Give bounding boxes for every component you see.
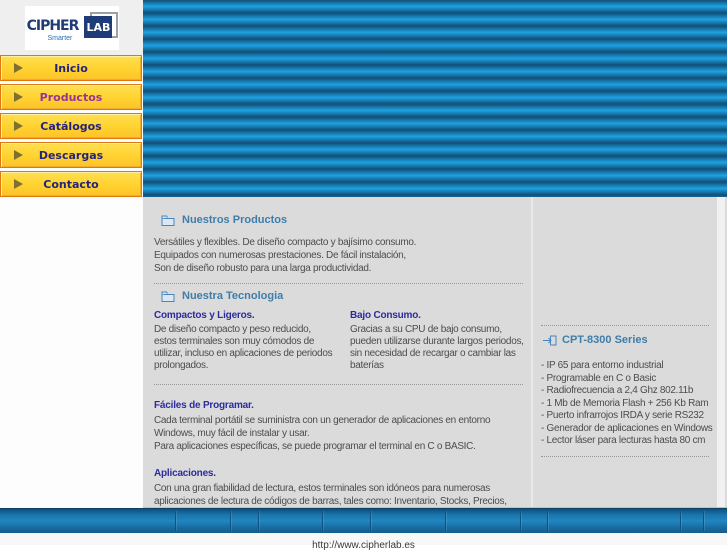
arrow-right-icon	[14, 63, 23, 73]
arrow-right-icon	[14, 92, 23, 102]
footer-segment-divider	[680, 511, 681, 531]
aside-title: CPT-8300 Series	[562, 334, 648, 346]
feature-item: - Lector láser para lecturas hasta 80 cm	[541, 435, 706, 446]
logo-lab-box	[84, 16, 112, 38]
nav-button-inicio[interactable]	[0, 55, 142, 81]
nav-label: Catálogos	[40, 119, 102, 133]
logo-lab-mark	[83, 12, 117, 40]
logo-wordmark	[27, 18, 79, 42]
feature-item: - Generador de aplicaciones en Windows	[541, 422, 713, 434]
nav-button-descargas[interactable]	[0, 142, 142, 168]
footer-segment-divider	[520, 511, 521, 531]
feature-item: - Radiofrecuencia a 2,4 Ghz 802.11b	[541, 385, 694, 396]
folder-icon	[161, 291, 175, 302]
footer-segment-divider	[230, 511, 231, 531]
arrow-right-icon	[14, 121, 23, 131]
tech-column-right	[350, 310, 530, 372]
dotted-separator	[541, 325, 709, 326]
nav-button-contacto[interactable]	[0, 171, 142, 197]
applications-heading: Aplicaciones.	[154, 468, 216, 479]
footer-bar	[0, 508, 727, 533]
tech-text: Gracias a su CPU de bajo consumo, pueden utilizarse durante largos periodos, sin necesidad de recargar o cambiar las baterías	[350, 324, 524, 371]
tech-text: De diseño compacto y peso reducido, estos terminales son muy cómodos de utilizar, incluso en aplicaciones de periodos prolongados.	[154, 324, 333, 371]
feature-item: - 1 Mb de Memoria Flash + 256 Kb Ram	[541, 397, 709, 409]
applications-text: Con una gran fiabilidad de lectura, estos terminales son idóneos para numerosas aplicaciones de lectura de códigos de barras, tales como: Inventario, Stocks, Precios,	[154, 483, 507, 507]
tech-column-left	[154, 310, 334, 372]
feature-item: - IP 65 para entorno industrial	[541, 360, 664, 371]
bottom-strip	[0, 533, 727, 551]
dotted-separator	[154, 384, 523, 385]
aside-heading[interactable]	[543, 334, 717, 346]
nav-label: Inicio	[54, 61, 88, 75]
section-title: Nuestra Tecnologia	[182, 290, 284, 302]
products-intro-text: Versátiles y flexibles. De diseño compacto y bajísimo consumo. Equipados con numerosas prestaciones. De fácil instalación, Son de diseño robusto para una larga productividad.	[154, 237, 417, 274]
programming-text: Cada terminal portátil se suministra con un generador de aplicaciones en entorno Windows, muy fácil de instalar y usar. Para aplicaciones específicas, se puede programar el terminal en C o BASIC.	[154, 415, 491, 452]
link-page-icon	[543, 335, 557, 346]
sidebar-nav	[0, 55, 143, 508]
striped-banner	[143, 0, 727, 197]
arrow-right-icon	[14, 150, 23, 160]
site-url-text: http://www.cipherlab.es	[312, 540, 415, 551]
section-title: Nuestros Productos	[182, 214, 288, 226]
footer-segment-divider	[703, 511, 704, 531]
main-column	[143, 197, 531, 507]
nav-label: Productos	[39, 90, 103, 104]
arrow-right-icon	[14, 179, 23, 189]
nav-label: Contacto	[43, 177, 99, 191]
tech-subheading: Bajo Consumo.	[350, 310, 421, 321]
dotted-separator	[154, 283, 523, 284]
folder-icon	[161, 215, 175, 226]
nav-button-catalogos[interactable]	[0, 113, 142, 139]
feature-item: - Programable en C o Basic	[541, 372, 657, 384]
feature-list	[541, 360, 717, 448]
dotted-separator	[541, 456, 709, 457]
tech-subheading: Compactos y Ligeros.	[154, 310, 255, 321]
programming-heading: Fáciles de Programar.	[154, 400, 254, 411]
nav-label: Descargas	[38, 148, 104, 162]
right-edge-strip	[717, 197, 725, 507]
section-heading-products	[161, 214, 531, 226]
feature-item: - Puerto infrarrojos IRDA y serie RS232	[541, 410, 704, 421]
cipherlab-logo[interactable]	[25, 6, 119, 50]
logo-text-cipher: CIPHER	[26, 18, 79, 34]
footer-segment-divider	[445, 511, 446, 531]
logo-text-lab: LAB	[86, 20, 111, 34]
content-area	[143, 197, 727, 508]
logo-tagline: Smarter	[47, 35, 73, 42]
nav-button-productos[interactable]	[0, 84, 142, 110]
aside-column	[531, 197, 717, 507]
footer-segment-divider	[322, 511, 323, 531]
footer-segment-divider	[175, 511, 176, 531]
footer-segment-divider	[547, 511, 548, 531]
technology-columns	[154, 310, 531, 372]
footer-segment-divider	[258, 511, 259, 531]
logo-area	[0, 0, 143, 55]
footer-segment-divider	[370, 511, 371, 531]
section-heading-technology	[161, 290, 531, 302]
